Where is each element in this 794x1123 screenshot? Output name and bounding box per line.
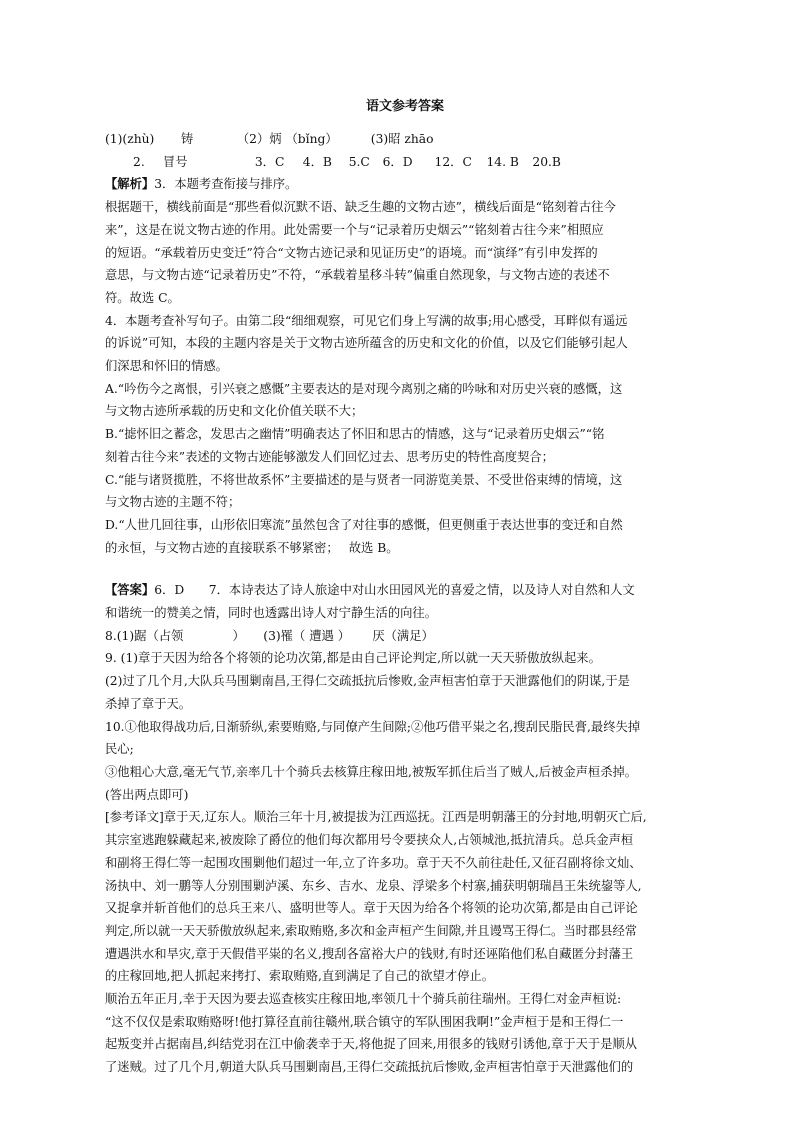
- q9-answer: [105, 647, 705, 715]
- text-line: 的短语。“承载着历史变迁”符合“文物古迹记录和见证历史”的语境。而“演绎”有引申发挥的: [105, 245, 598, 260]
- text-line: 符。故选 C。: [105, 290, 180, 305]
- text-line: ③他粗心大意,毫无气节,亲率几十个骑兵去核算庄稼田地,被叛军抓住后当了贼人,后被金声桓杀掉。: [105, 764, 638, 779]
- option-a-line: A.“吟伤今之离恨，引兴衰之感慨”主要表达的是对现今离别之痛的吟咏和对历史兴衰的感慨，这: [105, 381, 623, 396]
- answer-1-char: 铸: [180, 132, 194, 146]
- q8-answer: 8.(1)踞（占领 ） (3)罹（ 遭遇 ） 厌（满足）: [105, 628, 434, 643]
- text-line: 又捉拿并斩首他们的总兵王来八、盛明世等人。章于天因为给各个将领的论功次第,都是由自己评论: [105, 901, 638, 916]
- text-line: 的庄稼回地,把人抓起来拷打、索取贿赂,直到满足了自己的欲望才停止。: [105, 969, 495, 984]
- text-line: 汤执中、刘一鹏等人分别围剿泸溪、东乡、吉水、龙泉、浮梁多个村寨,捕获明朝瑞昌王朱统鋆等人,: [105, 878, 642, 893]
- reference-translation: [105, 806, 705, 1078]
- option-b-line: B.“摅怀旧之蓄念，发思古之幽情”明确表达了怀旧和思古的情感，这与“记录着历史烟云”“铭: [105, 427, 605, 442]
- text-line: 杀掉了章于天。: [105, 696, 192, 711]
- text-line: 其宗室逃跑躲藏起来,被废除了爵位的他们每次都用号令要挟众人,占领城池,抵抗清兵。总兵金声桓: [105, 833, 634, 848]
- answer-1-pinyin: (1)(zhù): [105, 132, 155, 146]
- text-line: 刻着古往今来”表述的文物古迹能够激发人们回忆过去、思考历史的特性高度契合；: [105, 449, 554, 464]
- text-line: (2)过了几个月,大队兵马围剿南昌,王得仁交疏抵抗后惨败,金声桓害怕章于天泄露他们的阴谋,于是: [105, 674, 630, 689]
- analysis-q3-body: [105, 196, 705, 310]
- q10-answer: [105, 716, 705, 807]
- text-line: 意思，与文物古迹“记录着历史”不符，“承载着星移斗转”偏重自然现象，与文物古迹的表述不: [105, 268, 610, 283]
- analysis-q3-heading: [105, 173, 705, 196]
- answer-tag: 【答案】: [105, 582, 155, 598]
- answer-20-value: 20.B: [532, 154, 561, 169]
- answer-q6-line: [105, 579, 705, 602]
- answer-q6-q7: [105, 579, 705, 624]
- answer-document: [105, 96, 705, 1079]
- option-d-line: D.“人世几回往事，山形依旧寒流”虽然包含了对往事的感慨，但更侧重于表达世事的变迁和自然: [105, 517, 623, 532]
- answer-q6-text: 6．D 7．本诗表达了诗人旅途中对山水田园风光的喜爱之情，以及诗人对自然和人文: [154, 583, 635, 598]
- text-line: 9. (1)章于天因为给各个将领的论功次第,都是由自己评论判定,所以就一天天骄傲放纵起来。: [105, 651, 601, 666]
- answer-6-value: 6．D: [382, 154, 413, 169]
- page-title: 语文参考答案: [365, 99, 444, 114]
- text-line: 根据题干，横线前面是“那些看似沉默不语、缺乏生趣的文物古迹”，横线后面是“铭刻着古往今: [105, 200, 616, 215]
- text-line: 来”，这是在说文物古迹的作用。此处需要一个与“记录着历史烟云”“铭刻着古往今来”相照应: [105, 222, 604, 237]
- text-line: 判定,所以就一天天骄傲放纵起来,索取贿赂,多次和金声桓产生间隙,并且谩骂王得仁。当时郡县经常: [105, 923, 638, 938]
- answer-3-item: (3)昭 zhāo: [370, 132, 434, 146]
- answer-2-value: 冒号: [162, 154, 188, 169]
- answer-3-value: 3．C: [254, 154, 285, 169]
- option-c-line: C.“能与诸贤揽胜，不将世故系怀”主要描述的是与贤者一同游览美景、不受世俗束缚的情境，这: [105, 472, 623, 487]
- text-line: 了迷贼。过了几个月,朝道大队兵马围剿南昌,王得仁交疏抵抗后惨败,金声桓害怕章于天泄露他们的: [105, 1060, 634, 1075]
- answer-5-value: 5.C: [348, 154, 370, 169]
- text-line: 4．本题考查补写句子。由第二段“细细观察，可见它们身上写满的故事;用心感受，耳畔似有遥远: [105, 313, 628, 328]
- text-line: “这不仅仅是索取贿赂呀!他打算径直前往赣州,联合镇守的军队围困我啊!”金声桓于是和王得仁一: [105, 1014, 624, 1029]
- answer-2-item: （2）炳 （bǐng）: [236, 132, 338, 146]
- text-line: 与文物古迹的主题不符；: [105, 495, 241, 510]
- text-line: 与文物古迹所承载的历史和文化价值关联不大；: [105, 404, 364, 419]
- answer-num-2: 2.: [133, 154, 145, 169]
- answer-14-value: 14. B: [486, 154, 519, 169]
- text-line: 的永恒，与文物古迹的直接联系不够紧密； 故选 B。: [105, 540, 399, 555]
- answer-4-value: 4．B: [302, 154, 332, 169]
- answer-12-value: 12．C: [434, 154, 472, 169]
- text-line: 民心;: [105, 742, 134, 757]
- analysis-tag: 【解析】: [105, 176, 155, 192]
- analysis-q3-head: 3．本题考查衔接与排序。: [154, 177, 298, 192]
- text-line: 起叛变并占据南昌,纠结党羽在江中偷袭幸于天,将他捉了回来,用很多的钱财引诱他,章于天于是顺从: [105, 1037, 638, 1052]
- text-line: 10.①他取得战功后,日渐骄纵,索要贿赂,与同僚产生间隙;②他巧借平粜之名,搜刮民脂民膏,最终失掉: [105, 719, 641, 734]
- text-line: 和副将王得仁等一起围攻围剿他们超过一年,立了许多功。章于天不久前往赴任,又征召副将徐文灿、: [105, 855, 642, 870]
- text-line: 的诉说”可知，本段的主题内容是关于文物古迹所蕴含的历史和文化的价值，以及它们能够引起人: [105, 336, 628, 351]
- answers-row-2: [105, 151, 705, 174]
- text-line: (答出两点即可): [105, 787, 189, 802]
- text-line: 顺治五年正月,幸于天因为要去巡查核实庄稼田地,率领几十个骑兵前往瑞州。王得仁对金声桓说:: [105, 992, 622, 1007]
- analysis-q4-body: [105, 310, 705, 560]
- answers-row-1: [105, 128, 705, 151]
- spacer: [105, 559, 705, 579]
- text-line: [参考译文]章于天,辽东人。顺治三年十月,被提拔为江西巡抚。江西是明朝藩王的分封地,明朝灭亡后,: [105, 810, 647, 825]
- text-line: 和谐统一的赞美之情，同时也透露出诗人对宁静生活的向往。: [105, 606, 438, 621]
- text-line: 遭遇洪水和旱灾,章于天假借平粜的名义,搜刮各富裕大户的钱财,有时还诬陷他们私自藏匿分封藩王: [105, 946, 634, 961]
- text-line: 们深思和怀旧的情感。: [105, 359, 228, 374]
